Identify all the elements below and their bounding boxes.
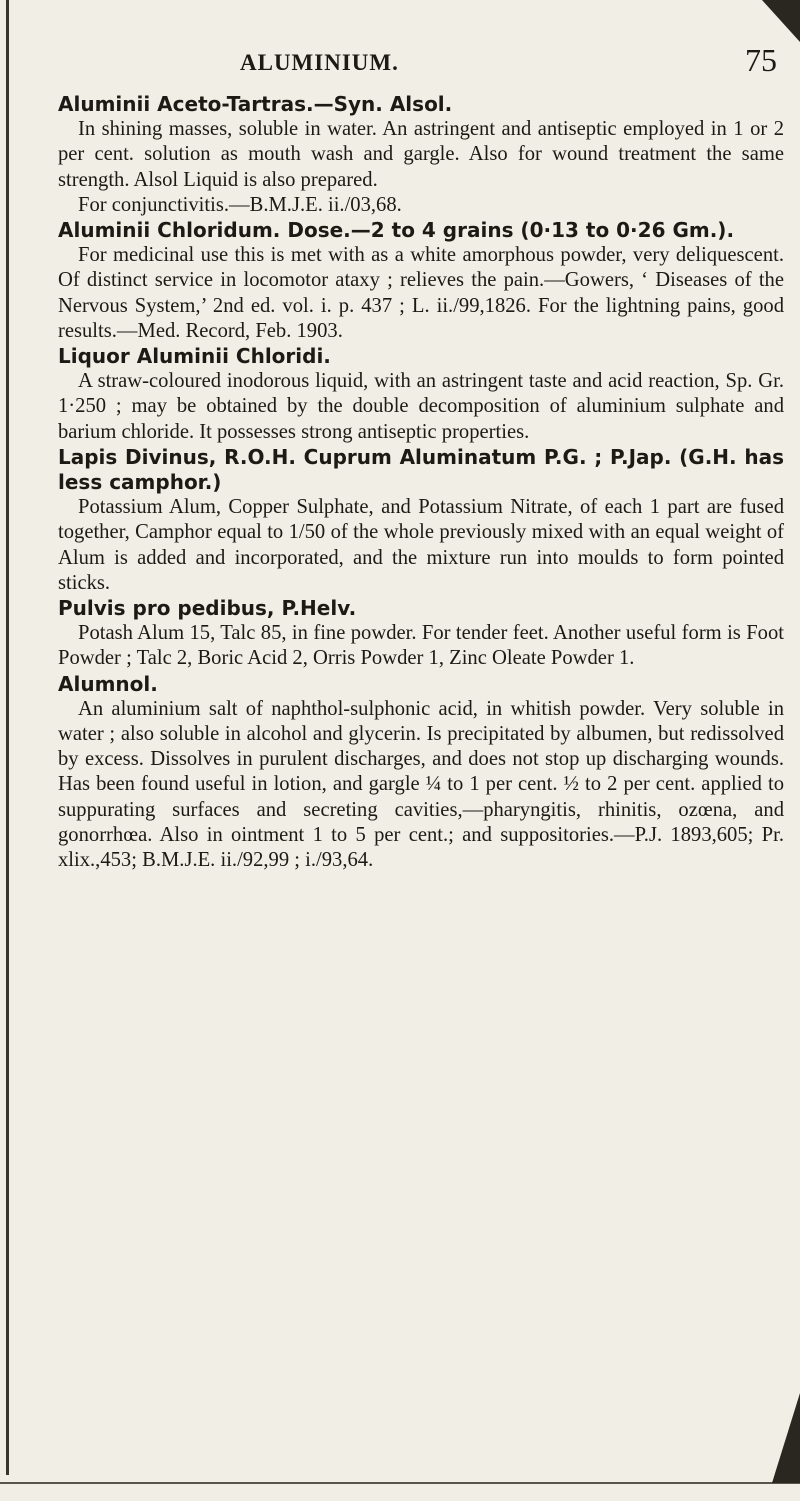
page-corner-shadow — [762, 0, 800, 42]
paragraph: For conjunctivitis.—B.M.J.E. ii./03,68. — [78, 193, 402, 216]
paragraph: For medicinal use this is met with as a white amorphous powder, very deliquescent. Of distinct service in locomotor ataxy ; relieves the pain.—Gowers, ‘ Diseases of the Nervous System,’ 2nd ed. vol. i. p. 437 ; L. ii./99,1826. For the lightning pains, good results.—Med. Record, Feb. 1903. — [58, 244, 784, 342]
entry-heading: Aluminii Aceto-Tartras.—Syn. Alsol. — [58, 92, 453, 116]
paragraph: Potash Alum 15, Talc 85, in fine powder. For tender feet. Another useful form is Foot Powder ; Talc 2, Boric Acid 2, Orris Powder 1, Zinc Oleate Powder 1. — [58, 622, 784, 670]
running-title: ALUMINIUM. — [240, 50, 399, 75]
page-corner-shadow — [772, 1393, 800, 1483]
entry-heading: Aluminii Chloridum. Dose.—2 to 4 grains (0·13 to 0·26 Gm.). — [58, 218, 735, 243]
paragraph: An aluminium salt of naphthol-sulphonic acid, in whitish powder. Very soluble in water ; also soluble in alcohol and glycerin. Is precipitated by albumen, but redissolved by excess. Dissolves in purulent discharges, and does not stop up discharging wounds. Has been found useful in lotion, and gargle ¼ to 1 per cent. ½ to 2 per cent. applied to suppurating surfaces and secreting cavities,—pharyngitis, rhinitis, ozœna, and gonorrhœa. Also in ointment 1 to 5 per cent.; and suppositories.—P.J. 1893,605; Pr. xlix.,453; B.M.J.E. ii./92,99 ; i./93,64. — [58, 697, 784, 872]
page-number: 75 — [745, 42, 777, 78]
entry-heading: Pulvis pro pedibus, P.Helv. — [58, 596, 357, 621]
paragraph: Potassium Alum, Copper Sulphate, and Potassium Nitrate, of each 1 part are fused together, Camphor equal to 1/50 of the whole previously mixed with an equal weight of Alum is added and incorporated, and the mixture run into moulds to form pointed sticks. — [58, 496, 784, 594]
bottom-rule — [0, 1482, 800, 1484]
paragraph: A straw-coloured inodorous liquid, with an astringent taste and acid reaction, Sp. Gr. 1·250 ; may be obtained by the double decomposition of aluminium sulphate and barium chloride. It possesses strong antiseptic properties. — [58, 370, 784, 443]
paragraph: In shining masses, soluble in water. An astringent and antiseptic employed in 1 or 2 per cent. solution as mouth wash and gargle. Also for wound treatment the same strength. Alsol Liquid is also prepared. — [58, 118, 784, 191]
page-body — [58, 92, 784, 873]
entry-heading: Liquor Aluminii Chloridi. — [58, 344, 331, 369]
entry-heading: Lapis Divinus, R.O.H. Cuprum Aluminatum P.G. ; P.Jap. (G.H. has less camphor.) — [58, 444, 784, 495]
page-header — [0, 42, 800, 92]
entry-heading: Alumnol. — [58, 671, 158, 696]
left-margin-rule — [6, 0, 9, 1475]
